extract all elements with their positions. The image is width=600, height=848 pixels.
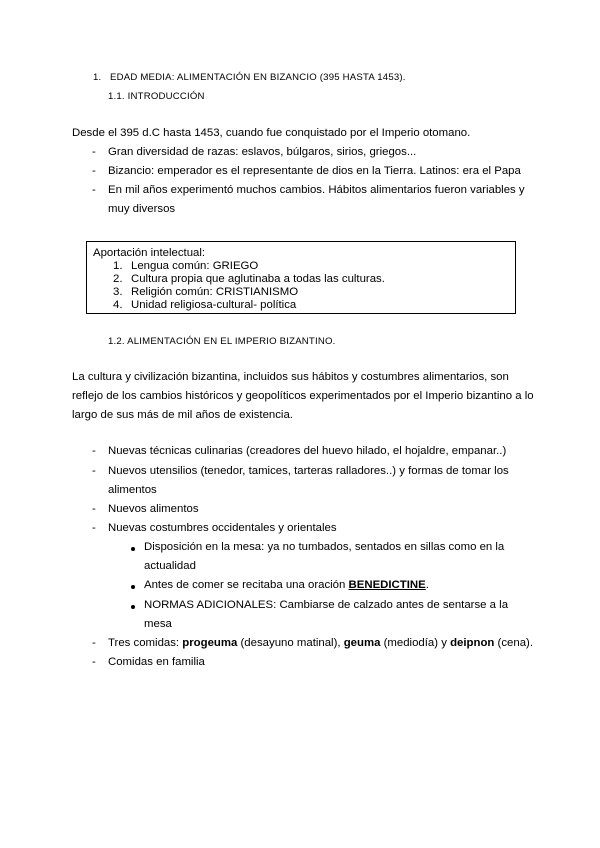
heading-title: EDAD MEDIA: ALIMENTACIÓN EN BIZANCIO (395 HASTA 1453).	[110, 72, 406, 83]
meal-geuma-desc: (mediodía) y	[380, 637, 451, 649]
paragraph-line-3: largo de sus más de mil años de existencia.	[72, 409, 293, 421]
box-item-number: 4.	[113, 299, 123, 311]
subheading-byzantine-food: 1.2. ALIMENTACIÓN EN EL IMPERIO BIZANTINO.	[108, 336, 336, 347]
paragraph-line-2: reflejo de los cambios históricos y geopolíticos experimentados por el Imperio bizantino a lo	[72, 390, 534, 402]
list-item-customs: Nuevas costumbres occidentales y orientales	[108, 522, 337, 534]
intro-bullet-2: Bizancio: emperador es el representante de dios en la Tierra. Latinos: era el Papa	[108, 165, 521, 177]
meal-progeuma: progeuma	[182, 637, 238, 649]
list-item-new-foods: Nuevos alimentos	[108, 503, 199, 515]
dash-marker: -	[92, 522, 96, 534]
intro-bullet-1: Gran diversidad de razas: eslavos, búlgaros, sirios, griegos...	[108, 146, 417, 158]
dash-marker: -	[92, 184, 96, 196]
box-item-number: 1.	[113, 260, 123, 272]
box-item-number: 2.	[113, 273, 123, 285]
meal-deipnon-desc: (cena).	[494, 637, 533, 649]
list-item-family: Comidas en familia	[108, 656, 205, 668]
list-item-meals	[108, 637, 533, 649]
dash-marker: -	[92, 445, 96, 457]
meal-progeuma-desc: (desayuno matinal),	[237, 637, 344, 649]
intro-bullet-3-cont: muy diversos	[108, 203, 176, 215]
dash-marker: -	[92, 465, 96, 477]
sub-item-table-cont: actualidad	[144, 560, 196, 572]
dash-marker: -	[92, 637, 96, 649]
list-item-utensils-cont: alimentos	[108, 484, 157, 496]
meal-geuma: geuma	[343, 637, 381, 649]
sub-item-prayer-text: Antes de comer se recitaba una oración	[144, 579, 349, 591]
sub-item-norms: NORMAS ADICIONALES: Cambiarse de calzado antes de sentarse a la	[144, 599, 509, 611]
bullet-dot	[131, 585, 135, 589]
meal-deipnon: deipnon	[450, 637, 495, 649]
sub-item-prayer-end: .	[425, 579, 429, 591]
benedictine-term: BENEDICTINE	[348, 579, 426, 591]
box-item-3: Religión común: CRISTIANISMO	[131, 286, 299, 298]
sub-item-prayer	[144, 579, 429, 591]
list-item-utensils: Nuevos utensilios (tenedor, tamices, tarteras ralladores..) y formas de tomar los	[108, 465, 509, 477]
dash-marker: -	[92, 165, 96, 177]
dash-marker: -	[92, 656, 96, 668]
box-item-2: Cultura propia que aglutinaba a todas las culturas.	[131, 273, 385, 285]
bullet-dot	[131, 605, 135, 609]
dash-marker: -	[92, 146, 96, 158]
box-title: Aportación intelectual:	[93, 247, 206, 259]
meals-prefix: Tres comidas:	[108, 637, 183, 649]
intro-bullet-3: En mil años experimentó muchos cambios. Hábitos alimentarios fueron variables y	[108, 184, 525, 196]
box-item-number: 3.	[113, 286, 123, 298]
paragraph-line-1: La cultura y civilización bizantina, incluidos sus hábitos y costumbres alimentarios, son	[72, 371, 509, 383]
box-item-1: Lengua común: GRIEGO	[131, 260, 259, 272]
subheading-intro: 1.1. INTRODUCCIÓN	[108, 91, 205, 102]
sub-item-norms-cont: mesa	[144, 618, 172, 630]
bullet-dot	[131, 547, 135, 551]
dash-marker: -	[92, 503, 96, 515]
list-item-techniques: Nuevas técnicas culinarias (creadores del huevo hilado, el hojaldre, empanar..)	[108, 445, 507, 457]
box-item-4: Unidad religiosa-cultural- política	[131, 299, 297, 311]
heading-number: 1.	[93, 72, 102, 83]
intellectual-contribution-box	[86, 241, 516, 314]
sub-item-table: Disposición en la mesa: ya no tumbados, sentados en sillas como en la	[144, 541, 505, 553]
intro-lead: Desde el 395 d.C hasta 1453, cuando fue conquistado por el Imperio otomano.	[72, 127, 471, 139]
